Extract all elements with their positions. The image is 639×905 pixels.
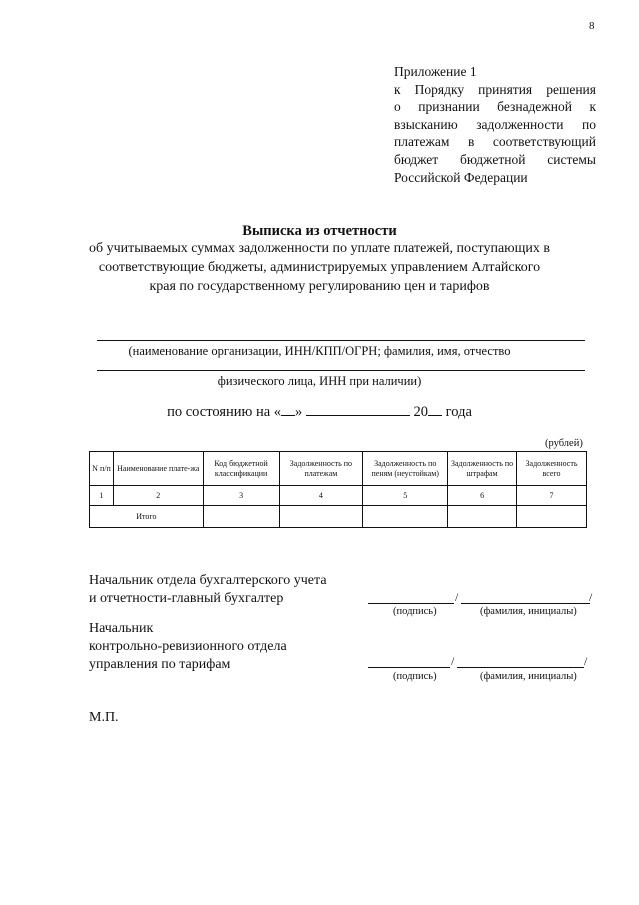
table-number-cell: 6	[448, 486, 517, 506]
signature-line	[368, 667, 450, 668]
title-line: соответствующие бюджеты, администрируемых управлением Алтайского	[98, 260, 541, 275]
appendix-line: о признании безнадежной к	[394, 99, 596, 115]
appendix-line: Приложение 1	[394, 64, 477, 79]
page-number: 8	[589, 20, 595, 32]
title-line: края по государственному регулированию цен и тарифов	[149, 279, 490, 294]
signature-title-line: и отчетности-главный бухгалтер	[89, 591, 284, 606]
signature-caption: (подпись)	[393, 671, 437, 682]
signature-title-line: Начальник отдела бухгалтерского учета	[89, 573, 327, 588]
slash: /	[589, 590, 593, 604]
date-line	[0, 403, 639, 421]
document-title: Выписка из отчетности	[242, 223, 397, 239]
org-caption-2: физического лица, ИНН при наличии)	[217, 374, 422, 388]
table-header-cell: Задолженность по платежам	[279, 452, 363, 486]
table-number-cell: 5	[363, 486, 448, 506]
table-total-label: Итого	[90, 506, 204, 528]
name-line	[461, 603, 590, 604]
day-blank	[281, 403, 295, 416]
signature-title-1	[89, 572, 327, 608]
appendix-block	[394, 63, 596, 186]
table-number-cell: 1	[90, 486, 114, 506]
year-prefix: 20	[413, 404, 429, 420]
table-header-cell: Задолженность по пеням (неустойкам)	[363, 452, 448, 486]
appendix-line: взысканию задолженности по	[394, 116, 596, 132]
appendix-line: Российской Федерации	[394, 169, 528, 185]
table-total-row	[90, 506, 587, 528]
table-cell	[517, 506, 587, 528]
table-header-cell: N п/п	[90, 452, 114, 486]
signature-title-2	[89, 620, 287, 674]
slash: /	[455, 590, 459, 604]
name-caption: (фамилия, инициалы)	[480, 671, 577, 682]
signature-title-line: контрольно-ревизионного отдела	[89, 639, 287, 654]
table-number-cell: 4	[279, 486, 363, 506]
unit-label: (рублей)	[545, 438, 583, 449]
signature-title-line: управления по тарифам	[89, 657, 231, 672]
org-person-line	[97, 370, 585, 371]
table-cell	[279, 506, 363, 528]
table-number-cell: 7	[517, 486, 587, 506]
stamp-label: М.П.	[89, 710, 119, 725]
table-cell	[203, 506, 279, 528]
table-header-cell: Наименование плате-жа	[113, 452, 203, 486]
table-header-row	[90, 452, 587, 486]
slash: /	[584, 654, 588, 668]
month-blank	[306, 403, 410, 416]
date-mid: »	[295, 404, 303, 420]
signature-title-line: Начальник	[89, 621, 154, 636]
name-line	[457, 667, 584, 668]
date-prefix: по состоянию на «	[167, 404, 282, 420]
signature-caption: (подпись)	[393, 606, 437, 617]
table-number-row	[90, 486, 587, 506]
table-header-cell: Задолженность всего	[517, 452, 587, 486]
org-name-line	[97, 340, 585, 341]
appendix-line: бюджет бюджетной системы	[394, 151, 596, 167]
appendix-line: платежам в соответствующий	[394, 134, 596, 150]
title-line: об учитываемых суммах задолженности по уплате платежей, поступающих в	[88, 241, 551, 256]
table-header-cell: Код бюджетной классификации	[203, 452, 279, 486]
table-number-cell: 2	[113, 486, 203, 506]
slash: /	[451, 654, 455, 668]
year-blank	[428, 403, 442, 416]
table-cell	[363, 506, 448, 528]
table-number-cell: 3	[203, 486, 279, 506]
table-cell	[448, 506, 517, 528]
table-header-cell: Задолженность по штрафам	[448, 452, 517, 486]
signature-line	[368, 603, 454, 604]
name-caption: (фамилия, инициалы)	[480, 606, 577, 617]
appendix-line: к Порядку принятия решения	[394, 81, 596, 97]
org-caption-1: (наименование организации, ИНН/КПП/ОГРН; фамилия, имя, отчество	[128, 344, 511, 358]
date-suffix: года	[442, 404, 472, 420]
report-table	[89, 451, 587, 528]
